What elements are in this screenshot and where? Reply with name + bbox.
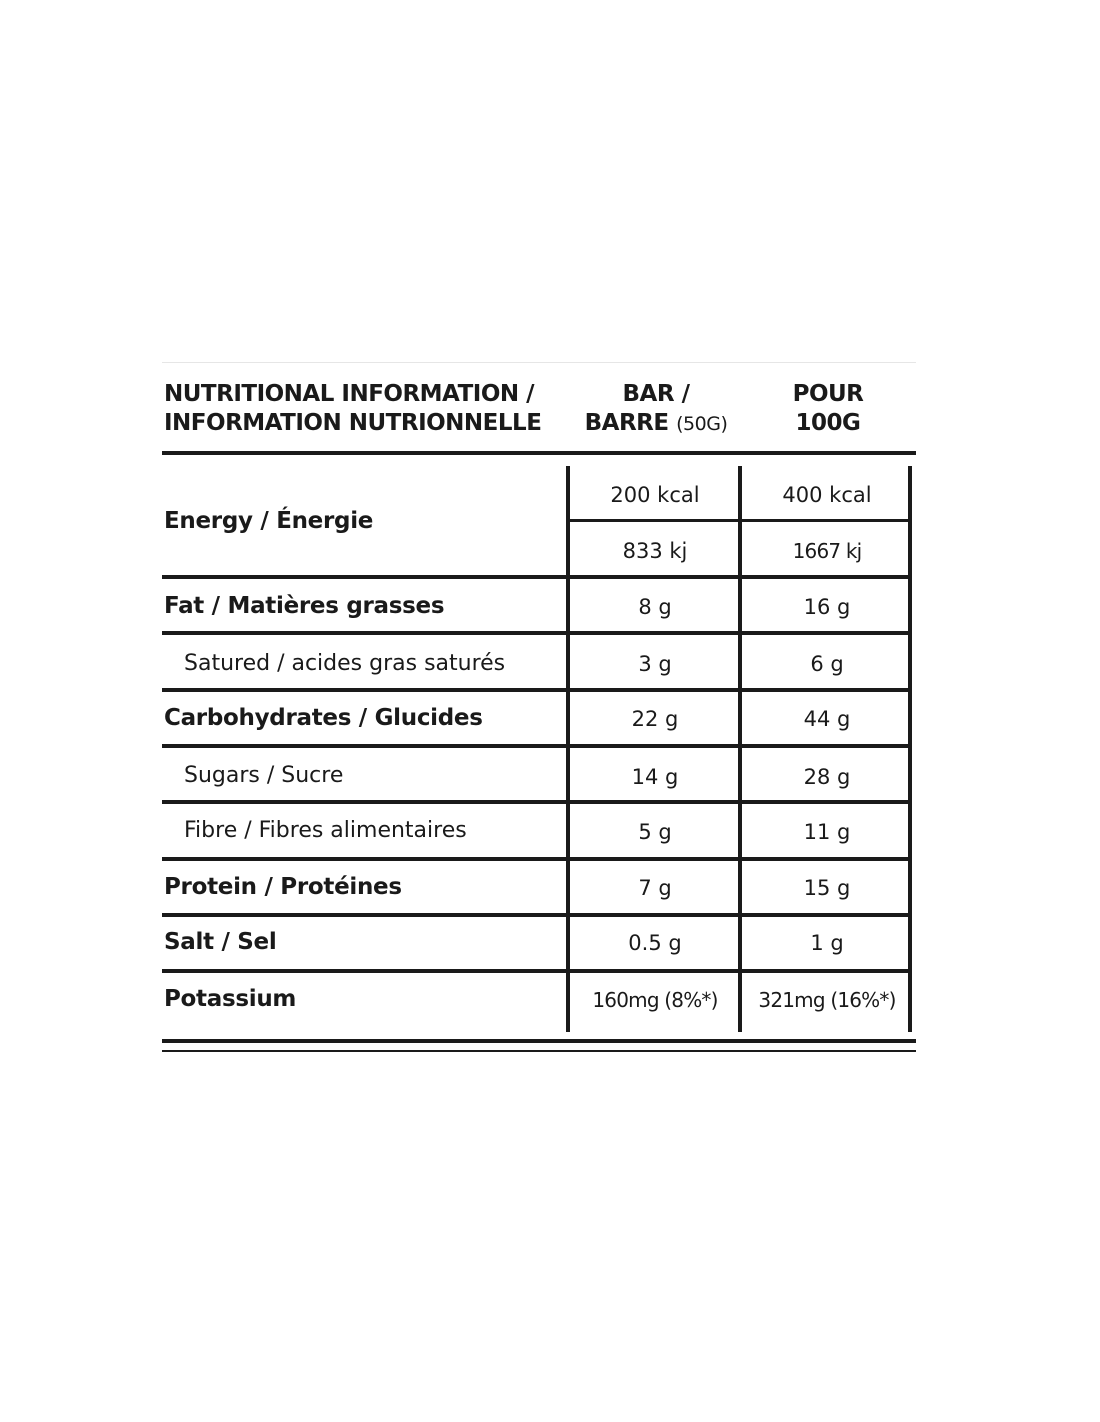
header-divider [162,451,916,455]
top-divider [162,362,916,363]
row-label-potassium: Potassium [164,986,297,1012]
row-label-fat: Fat / Matières grasses [164,593,445,619]
table-title-line-1: NUTRITIONAL INFORMATION / [164,381,535,407]
cell-fibre-per100: 11 g [803,820,851,844]
cell-potassium-bar: 160mg (8%*) [592,988,718,1012]
row-divider-2 [162,631,912,635]
bottom-divider-thick [162,1039,916,1043]
cell-potassium-per100: 321mg (16%*) [758,988,896,1012]
energy-inner-divider [568,519,912,522]
cell-saturated-per100: 6 g [810,652,844,676]
row-label-fibre: Fibre / Fibres alimentaires [184,818,467,843]
row-divider-4 [162,744,912,748]
cell-carbohydrates-per100: 44 g [803,707,851,731]
cell-energy-per100-kcal: 400 kcal [782,483,872,507]
cell-salt-per100: 1 g [810,931,844,955]
cell-saturated-bar: 3 g [638,652,672,676]
cell-fibre-bar: 5 g [638,820,672,844]
column-header-per-100g-line-2: 100G [795,410,861,436]
row-divider-6 [162,857,912,861]
cell-fat-bar: 8 g [638,595,672,619]
row-divider-7 [162,913,912,917]
row-label-carbohydrates: Carbohydrates / Glucides [164,705,483,731]
bottom-divider-thin [162,1050,916,1052]
column-header-bar-size: (50G) [676,413,728,435]
column-header-bar-line-1: BAR / [622,381,690,407]
cell-carbohydrates-bar: 22 g [631,707,679,731]
column-header-per-100g [742,380,914,438]
row-divider-1 [162,575,912,579]
cell-fat-per100: 16 g [803,595,851,619]
table-title-line-2: INFORMATION NUTRIONNELLE [164,410,542,436]
column-header-bar-line-2 [570,409,742,439]
row-divider-8 [162,969,912,973]
row-label-salt: Salt / Sel [164,929,277,955]
table-title [164,380,564,438]
row-label-protein: Protein / Protéines [164,874,402,900]
cell-sugars-bar: 14 g [631,765,679,789]
row-label-sugars: Sugars / Sucre [184,763,344,788]
cell-energy-per100-kj: 1667 kj [792,539,862,563]
nutrition-table [162,362,916,1054]
column-header-bar [570,380,742,439]
cell-energy-bar-kcal: 200 kcal [610,483,700,507]
cell-salt-bar: 0.5 g [628,931,682,955]
cell-protein-bar: 7 g [638,876,672,900]
column-header-per-100g-line-1: POUR [792,381,864,407]
row-divider-3 [162,688,912,692]
cell-energy-bar-kj: 833 kj [622,539,688,563]
row-label-saturated: Satured / acides gras saturés [184,651,506,676]
column-header-bar-word: BARRE [584,410,669,436]
row-divider-5 [162,800,912,804]
row-label-energy: Energy / Énergie [164,508,374,534]
cell-protein-per100: 15 g [803,876,851,900]
cell-sugars-per100: 28 g [803,765,851,789]
